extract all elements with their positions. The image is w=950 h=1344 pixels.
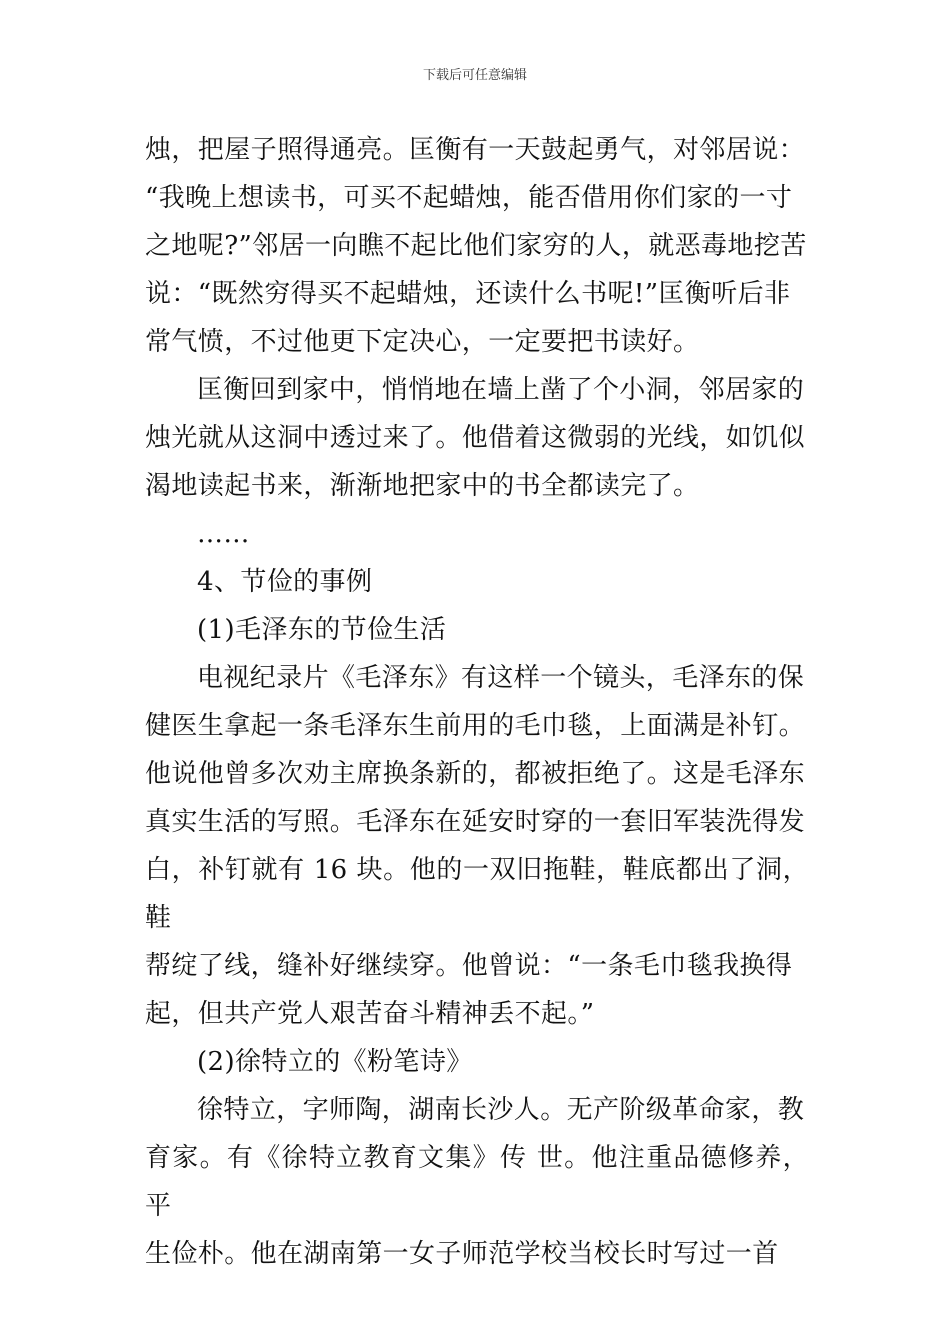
text-line: 匡衡回到家中，悄悄地在墙上凿了个小洞，邻居家的 <box>197 375 805 405</box>
text-line: “我晚上想读书，可买不起蜡烛，能否借用你们家的一寸 <box>145 183 793 213</box>
text-line: 常气愤，不过他更下定决心，一定要把书读好。 <box>145 327 700 357</box>
text-line: 说：“既然穷得买不起蜡烛，还读什么书呢!”匡衡听后非 <box>145 279 791 309</box>
document-body <box>145 126 809 1278</box>
text-line: 徐特立，字师陶，湖南长沙人。无产阶级革命家，教 <box>197 1095 805 1125</box>
subsection-heading <box>145 1038 809 1086</box>
paragraph-neighbor-dialogue <box>145 126 809 366</box>
text-line: 电视纪录片《毛泽东》有这样一个镜头，毛泽东的保 <box>197 663 805 693</box>
text-line: 他说他曾多次劝主席换条新的，都被拒绝了。这是毛泽东 <box>145 759 806 789</box>
text-line: 生俭朴。他在湖南第一女子师范学校当校长时写过一首 <box>145 1239 779 1269</box>
text-line: 烛光就从这洞中透过来了。他借着这微弱的光线，如饥似 <box>145 423 806 453</box>
section-heading <box>145 558 809 606</box>
subsection-heading <box>145 606 809 654</box>
text-line: 之地呢?”邻居一向瞧不起比他们家穷的人，就恶毒地挖苦 <box>145 231 807 261</box>
paragraph-ellipsis <box>145 510 809 558</box>
text-line: …… <box>197 519 250 549</box>
text-line: (1)毛泽东的节俭生活 <box>197 615 447 645</box>
text-line: 起，但共产党人艰苦奋斗精神丢不起。” <box>145 999 595 1029</box>
page-header: 下载后可任意编辑 <box>422 68 527 83</box>
paragraph-wall-hole <box>145 366 809 510</box>
text-line: 烛，把屋子照得通亮。匡衡有一天鼓起勇气，对邻居说： <box>145 135 806 165</box>
text-line: 帮绽了线，缝补好继续穿。他曾说：“一条毛巾毯我换得 <box>145 951 793 981</box>
text-line: 渴地读起书来，渐渐地把家中的书全都读完了。 <box>145 471 700 501</box>
paragraph-xu-teli <box>145 1086 809 1278</box>
text-line: 健医生拿起一条毛泽东生前用的毛巾毯，上面满是补钉。 <box>145 711 806 741</box>
paragraph-mao-frugal-life <box>145 654 809 1038</box>
text-line: 4、节俭的事例 <box>197 567 373 597</box>
text-line: (2)徐特立的《粉笔诗》 <box>197 1047 473 1077</box>
text-line: 白，补钉就有 16 块。他的一双旧拖鞋，鞋底都出了洞，鞋 <box>145 855 809 933</box>
text-line: 育家。有《徐特立教育文集》传 世。他注重品德修养，平 <box>145 1143 809 1221</box>
text-line: 真实生活的写照。毛泽东在延安时穿的一套旧军装洗得发 <box>145 807 806 837</box>
